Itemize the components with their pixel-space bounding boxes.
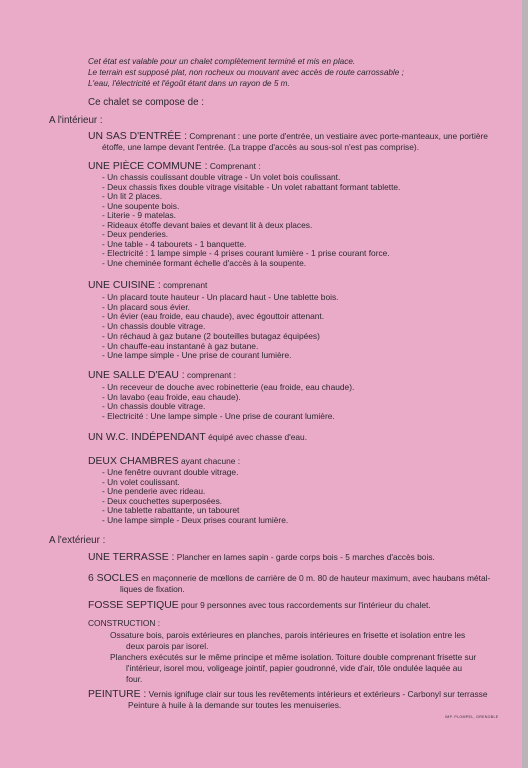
list-item: - Literie - 9 matelas. <box>102 210 177 220</box>
socles-section <box>88 573 490 585</box>
peinture-line-1: Vernis ignifuge clair sur tous les revêtements intérieurs et extérieurs - Carbonyl sur terrasse <box>148 689 488 699</box>
wc-rest: équipé avec chasse d'eau. <box>208 432 308 442</box>
terrasse-section <box>88 552 435 564</box>
construction-p2b: l'intérieur, isorel mou, voligeage jointif, papier goudronné, vide d'air, tôle ondulée laquée au <box>126 663 463 673</box>
cuisine-title: UNE CUISINE : <box>88 280 161 291</box>
page-edge <box>522 0 528 768</box>
intro-line-1: Cet état est valable pour un chalet complètement terminé et mis en place. <box>88 57 356 66</box>
list-item: - Une table - 4 tabourets - 1 banquette. <box>102 238 247 249</box>
chambres-title: DEUX CHAMBRES <box>88 456 179 467</box>
intro-line-2: Le terrain est supposé plat, non rocheux ou mouvant avec accès de route carrossable ; <box>88 68 404 77</box>
list-item: - Une soupente bois. <box>102 200 180 211</box>
chambres-sub: ayant chacune : <box>180 456 241 466</box>
construction-p2c: four. <box>126 674 143 684</box>
list-item: - Une fenêtre ouvrant double vitrage. <box>102 467 239 477</box>
exterior-heading: A l'extérieur : <box>49 535 106 546</box>
peinture-section <box>88 689 488 701</box>
list-item: - Un lavabo (eau froide, eau chaude). <box>102 391 241 402</box>
salle-items <box>102 383 354 422</box>
piece-title: UNE PIÈCE COMMUNE : <box>88 161 208 172</box>
cuisine-header <box>88 280 207 292</box>
cuisine-sub: comprenant <box>163 280 208 290</box>
list-item: - Un chassis coulissant double vitrage - Un volet bois coulissant. <box>102 172 341 182</box>
chambres-header <box>88 456 240 468</box>
terrasse-rest: Plancher en lames sapin - garde corps bois - 5 marches d'accès bois. <box>176 552 435 562</box>
list-item: - Deux penderies. <box>102 229 169 239</box>
list-item: - Un évier (eau froide, eau chaude), avec égouttoir attenant. <box>102 311 325 322</box>
sas-title: UN SAS D'ENTRÉE : <box>88 131 187 142</box>
peinture-line-2: Peinture à huile à la demande sur toutes les menuiseries. <box>128 700 342 710</box>
salle-sub: comprenant : <box>187 370 236 380</box>
chambres-items <box>102 468 288 526</box>
list-item: - Un réchaud à gaz butane (2 bouteilles butagaz équipées) <box>102 330 320 341</box>
fosse-title: FOSSE SEPTIQUE <box>88 600 179 611</box>
cuisine-items <box>102 293 339 361</box>
construction-title: CONSTRUCTION : <box>88 618 161 628</box>
list-item: - Electricité : 1 lampe simple - 4 prises courant lumière - 1 prise courant force. <box>102 248 390 258</box>
compose-text: Ce chalet se compose de : <box>88 97 204 108</box>
salle-title: UNE SALLE D'EAU : <box>88 370 185 381</box>
list-item: - Electricité : Une lampe simple - Une prise de courant lumière. <box>102 411 335 422</box>
piece-sub: Comprenant : <box>209 161 261 171</box>
wc-section <box>88 432 307 444</box>
piece-items <box>102 173 400 268</box>
interior-heading: A l'intérieur : <box>49 115 103 126</box>
list-item: - Un chassis double vitrage. <box>102 401 206 412</box>
wc-title: UN W.C. INDÉPENDANT <box>88 432 206 443</box>
socles-title: 6 SOCLES <box>88 573 139 584</box>
construction-p2a: Planchers exécutés sur le même principe et même isolation. Toiture double comprenant frisette sur <box>110 652 477 662</box>
construction-p1a: Ossature bois, parois extérieures en planches, parois intérieures en frisette et isolation entre les <box>110 630 466 640</box>
socles-line-2: liques de fixation. <box>120 584 185 594</box>
list-item: - Une lampe simple - Une prise de courant lumière. <box>102 350 292 361</box>
peinture-title: PEINTURE : <box>88 689 147 700</box>
list-item: - Un placard toute hauteur - Un placard haut - Une tablette bois. <box>102 292 339 302</box>
intro-line-3: L'eau, l'électricité et l'égoût étant dans un rayon de 5 m. <box>88 79 290 88</box>
list-item: - Rideaux étoffe devant baies et devant lit à deux places. <box>102 219 313 230</box>
list-item: - Un volet coulissant. <box>102 476 180 487</box>
construction-p1b: deux parois par isorel. <box>126 641 209 651</box>
list-item: - Deux chassis fixes double vitrage visitable - Un volet rabattant formant tablette. <box>102 181 401 192</box>
fosse-section <box>88 600 431 612</box>
list-item: - Un placard sous évier. <box>102 301 190 312</box>
terrasse-title: UNE TERRASSE : <box>88 552 175 563</box>
list-item: - Un receveur de douche avec robinetterie (eau froide, eau chaude). <box>102 382 355 392</box>
salle-header <box>88 370 236 382</box>
list-item: - Une tablette rabattante, un tabouret <box>102 505 240 516</box>
piece-header <box>88 161 261 173</box>
list-item: - Un chauffe-eau instantané à gaz butane. <box>102 340 259 351</box>
list-item: - Une cheminée formant échelle d'accès à la soupente. <box>102 257 307 268</box>
list-item: - Un lit 2 places. <box>102 191 163 201</box>
list-item: - Deux couchettes superposées. <box>102 495 223 506</box>
list-item: - Une lampe simple - Deux prises courant lumière. <box>102 514 289 525</box>
socles-line-1: en maçonnerie de mœllons de carrière de 0 m. 80 de hauteur maximum, avec haubans métal- <box>141 573 491 583</box>
printer-imprint: IMP. PLOMPEL, GRENOBLE <box>445 715 499 719</box>
sas-line-1: Comprenant : une porte d'entrée, un vestiaire avec porte-manteaux, une portière <box>189 131 488 141</box>
sas-line-2: étoffe, une lampe devant l'entrée. (La trappe d'accès au sous-sol n'est pas comprise). <box>102 142 420 152</box>
list-item: - Un chassis double vitrage. <box>102 321 206 332</box>
fosse-rest: pour 9 personnes avec tous raccordements sur l'intérieur du chalet. <box>180 600 431 610</box>
list-item: - Une penderie avec rideau. <box>102 486 206 497</box>
sas-section <box>88 131 488 143</box>
